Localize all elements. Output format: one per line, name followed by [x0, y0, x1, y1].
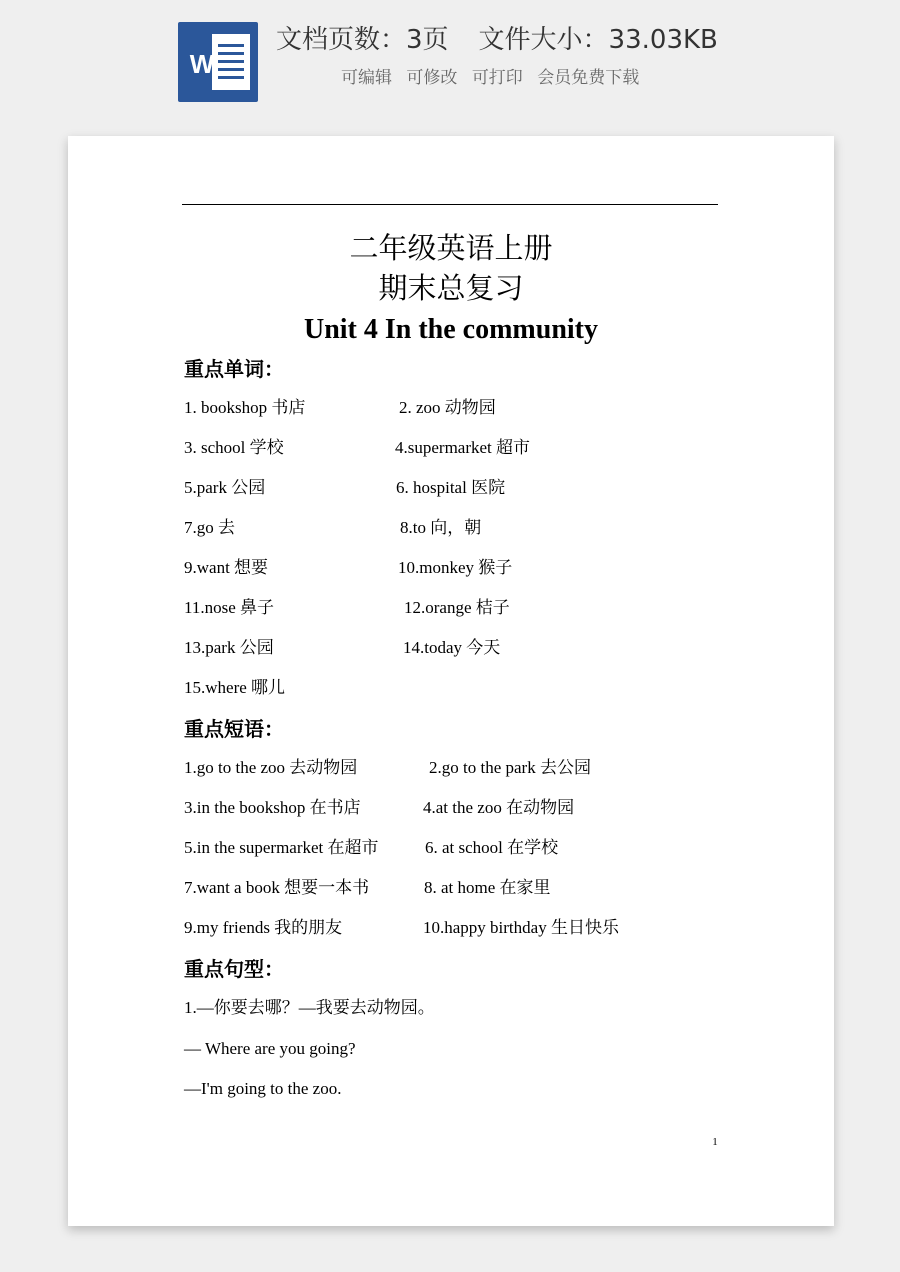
sentence-item: 1.—你要去哪？—我要去动物园。: [184, 998, 435, 1017]
word-item: 6. hospital 医院: [396, 478, 506, 497]
word-document-icon: [178, 22, 258, 102]
phrase-item: 1.go to the zoo 去动物园: [184, 758, 358, 777]
sentence-item: —I'm going to the zoo.: [184, 1079, 342, 1098]
header-rule: [182, 204, 718, 205]
unit-title: Unit 4 In the community: [303, 314, 598, 345]
file-size: 文件大小：33.03KB: [478, 25, 718, 55]
word-item: 4.supermarket 超市: [395, 438, 531, 457]
word-item: 5.park 公园: [184, 478, 266, 497]
word-letter-w: W: [189, 49, 215, 79]
word-item: 10.monkey 猴子: [398, 558, 513, 577]
phrase-item: 3.in the bookshop 在书店: [184, 798, 361, 817]
phrase-item: 4.at the zoo 在动物园: [423, 798, 575, 817]
word-item: 13.park 公园: [184, 638, 274, 657]
feature-links: [341, 66, 761, 90]
page-number: 1: [712, 1136, 718, 1148]
feature-editable: 可编辑: [341, 68, 392, 88]
word-item: 2. zoo 动物园: [399, 398, 496, 417]
word-item: 14.today 今天: [403, 638, 501, 657]
phrase-item: 8. at home 在家里: [424, 878, 551, 897]
section-heading-sentences: 重点句型：: [184, 957, 284, 981]
word-item: 3. school 学校: [184, 438, 284, 457]
word-item: 8.to 向，朝: [400, 518, 482, 537]
phrase-item: 6. at school 在学校: [425, 838, 559, 857]
phrase-item: 5.in the supermarket 在超市: [184, 838, 379, 857]
word-item: 12.orange 桔子: [404, 598, 510, 617]
feature-member-download: 会员免费下载: [537, 68, 640, 88]
word-item: 15.where 哪儿: [184, 678, 286, 697]
feature-printable: 可打印: [471, 68, 523, 88]
document-stats: [276, 22, 796, 58]
word-item: 1. bookshop 书店: [184, 398, 306, 417]
phrase-item: 2.go to the park 去公园: [429, 758, 591, 777]
word-item: 9.want 想要: [184, 558, 269, 577]
phrase-item: 9.my friends 我的朋友: [184, 918, 343, 937]
word-item: 11.nose 鼻子: [184, 598, 275, 617]
section-heading-words: 重点单词：: [184, 357, 284, 381]
page-count: 文档页数：3页: [276, 25, 449, 55]
sentence-item: — Where are you going?: [184, 1039, 356, 1058]
phrase-item: 10.happy birthday 生日快乐: [423, 918, 619, 937]
document-subtitle: 期末总复习: [378, 271, 524, 305]
phrase-item: 7.want a book 想要一本书: [184, 878, 370, 897]
download-banner: [0, 0, 900, 120]
word-item: 7.go 去: [184, 518, 235, 537]
section-heading-phrases: 重点短语：: [184, 717, 284, 741]
document-title: 二年级英语上册: [349, 231, 553, 265]
feature-modifiable: 可修改: [406, 68, 458, 88]
document-page: [68, 136, 834, 1226]
